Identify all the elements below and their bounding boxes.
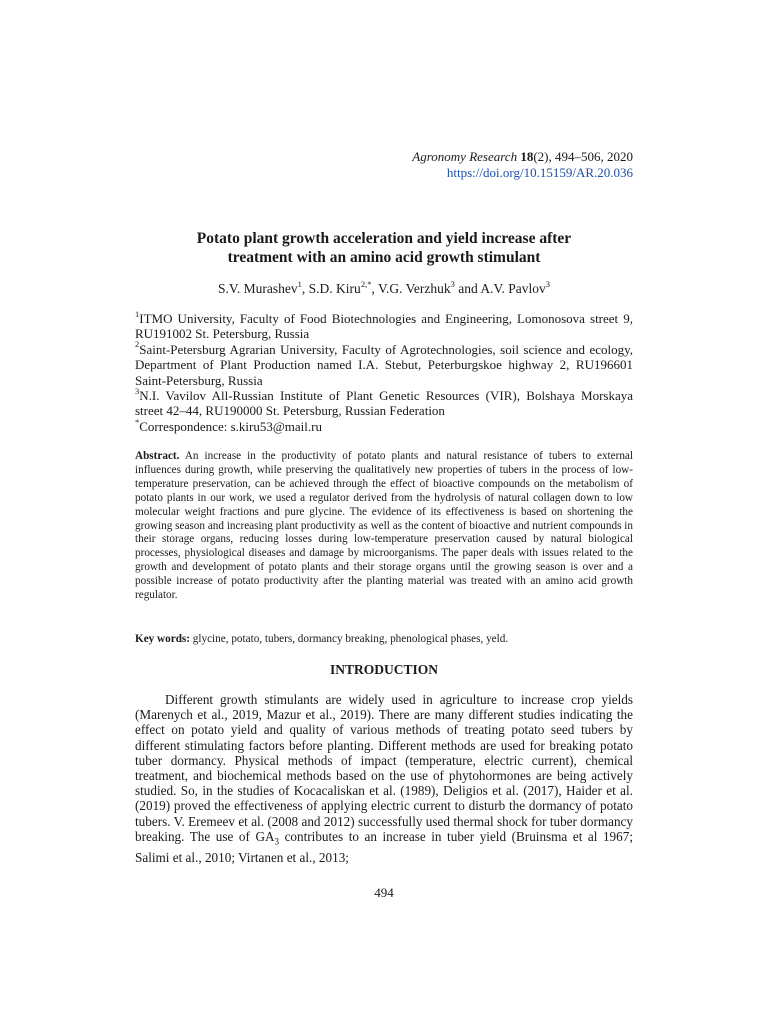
page-number: 494 (374, 885, 394, 900)
author-2: S.D. Kiru (308, 281, 361, 296)
keywords (135, 632, 633, 646)
journal-volume: 18 (520, 149, 534, 164)
doi-link[interactable]: https://doi.org/10.15159/AR.20.036 (446, 165, 633, 180)
affiliations (135, 308, 633, 434)
intro-text-2: contributes to an increase in tuber yield (Bruinsma et al 1967; Salimi et al., 2010; Virtanen et al., 2013; (135, 828, 634, 865)
abstract-label: Abstract. (135, 450, 180, 462)
author-3: V.G. Verzhuk (377, 281, 451, 296)
author-4-affil: 3 (545, 278, 550, 289)
correspondence-email: Correspondence: s.kiru53@mail.ru (139, 418, 322, 434)
introduction-paragraph (135, 692, 633, 865)
affiliation-marker: * (135, 416, 140, 427)
title-line-1: Potato plant growth acceleration and yield increase after (196, 230, 572, 247)
affiliation-text: ITMO University, Faculty of Food Biotechnologies and Engineering, Lomonosova street 9, RU191002 St. Petersburg, Russia (135, 311, 633, 342)
paper-title (135, 229, 633, 267)
affiliation-text: Saint-Petersburg Agrarian University, Faculty of Agrotechnologies, soil science and ecology, Department of Plant Production named I.A. Stebut, Peterburgskoe highway 2, RU196601 Saint-Petersburg, Russia (135, 341, 633, 388)
affiliation-text: N.I. Vavilov All-Russian Institute of Plant Genetic Resources (VIR), Bolshaya Morskaya street 42–44, RU190000 St. Petersburg, Russian Federation (135, 388, 633, 419)
author-4: A.V. Pavlov (480, 281, 546, 296)
author-3-affil: 3 (450, 278, 455, 289)
journal-name: Agronomy Research (412, 149, 518, 164)
author-separator: and (454, 281, 481, 296)
affiliation-marker: 3 (135, 385, 140, 396)
abstract (135, 450, 633, 603)
author-separator: , (301, 281, 309, 296)
affiliation-3 (135, 385, 633, 419)
journal-issue-pages: (2), 494–506, 2020 (533, 149, 633, 164)
affiliation-marker: 2 (135, 339, 140, 350)
journal-reference (412, 149, 633, 165)
affiliation-1 (135, 308, 633, 342)
affiliation-2 (135, 339, 633, 388)
author-list (135, 280, 633, 297)
affiliation-marker: 1 (135, 308, 140, 319)
intro-text-1: Different growth stimulants are widely used in agriculture to increase crop yields (Marenych et al., 2019, Mazur et al., 2019). There are many different studies indicating the effect on potato yield and quality of various methods of treating potato seed tubers by different stimulating factors before planting. Different methods are used for breaking potato tuber dormancy. Physical methods of impact (temperature, electric current), chemical treatment, and biochemical methods based on the use of phytohormones are being actively studied. So, in the studies of Kocacaliskan et al. (1989), Deligios et al. (2017), Haider et al. (2019) proved the effectiveness of applying electric current to disturb the dormancy of potato tubers. V. Eremeev et al. (2008 and 2012) successfully used thermal shock for tuber dormancy breaking. The use of GA (135, 692, 633, 844)
author-separator: , (371, 281, 378, 296)
intro-subscript: 3 (274, 836, 280, 847)
section-heading: INTRODUCTION (329, 662, 438, 677)
author-1-affil: 1 (297, 278, 302, 289)
journal-citation (412, 149, 633, 181)
correspondence (135, 416, 633, 434)
keywords-text: glycine, potato, tubers, dormancy breaking, phenological phases, yeld. (190, 633, 509, 645)
keywords-label: Key words: (135, 633, 190, 645)
abstract-text: An increase in the productivity of potato plants and natural resistance of tubers to external influences during growth, while preserving the qualitatively new properties of tubers in the process of low-temperature preservation, can be achieved through the effect of bioactive compounds on the metabolism of potato plants in our work, we used a regulator derived from the hydrolysis of natural collagen down to low molecular weight fractions and pure glycine. The evidence of its effectiveness is based on shortening the growing season and increasing plant productivity as well as the content of bioactive and nutrient compounds in their storage organs, reducing losses during low-temperature preservation caused by natural biological processes, physiological diseases and damage by microorganisms. The paper deals with issues related to the growth and development of potato plants and their storage organs until the growing season is over and a possible increase of potato productivity after the planting material was treated with an amino acid growth regulator. (135, 450, 633, 602)
title-line-2: treatment with an amino acid growth stimulant (227, 249, 541, 266)
author-2-affil: 2,* (360, 278, 372, 289)
author-1: S.V. Murashev (218, 281, 298, 296)
